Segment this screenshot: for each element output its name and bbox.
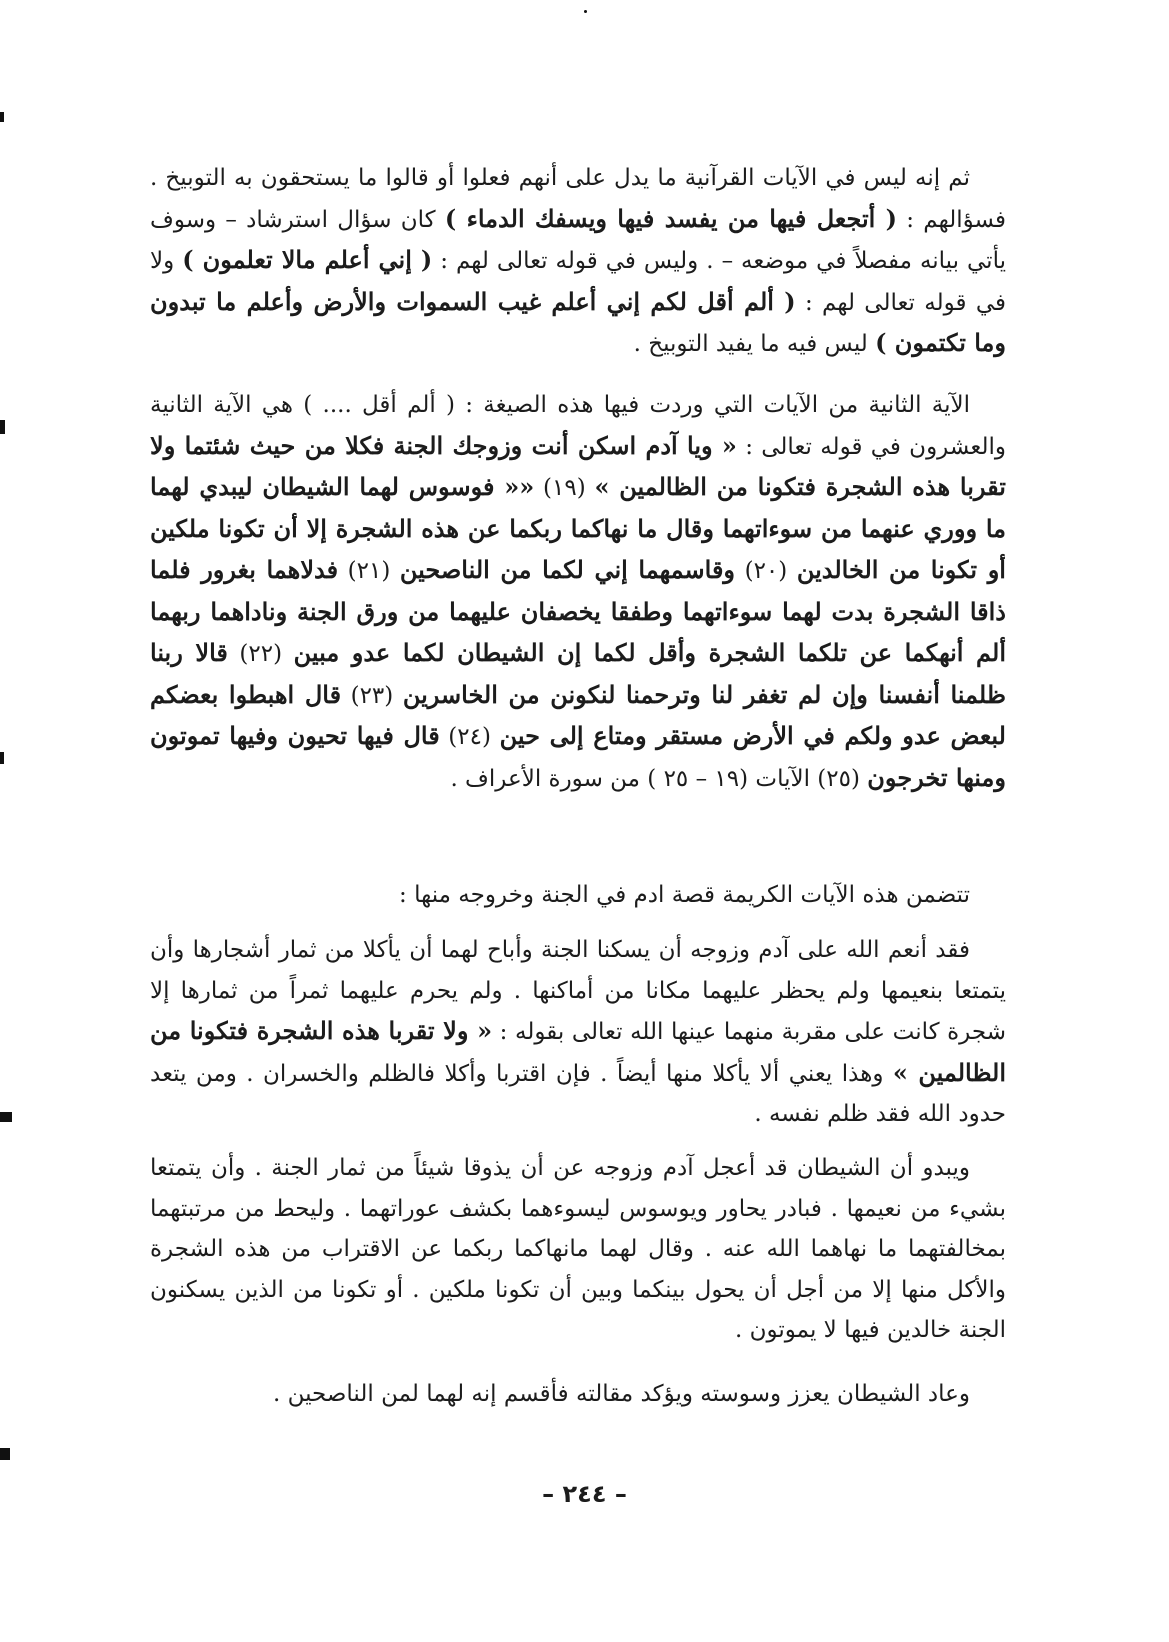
body-text: ليس فيه ما يفيد التوبيخ . (633, 331, 876, 357)
quran-verse-text: «« فوسوس لهما الشيطان ليبدي لهما ما ووري عنهما من سوءاتهما وقال ما نهاكما ربكما عن هذه الشجرة إلا أن تكونا ملكين أو تكونا من الخالدين (150, 472, 1006, 584)
body-text: (١٩) (534, 475, 595, 501)
body-text: ثم إنه ليس في الآيات القرآنية ما يدل على أنهم فعلوا أو قالوا ما يستحقون به التوبيخ . فسؤالهم : (150, 165, 1007, 233)
body-text: تتضمن هذه الآيات الكريمة قصة ادم في الجنة وخروجه منها : (399, 882, 970, 908)
body-text: (٢٠) (735, 558, 797, 584)
quran-verse-text: قال اهبطوا بعضكم لبعض عدو ولكم في الأرض مستقر ومتاع إلى حين (150, 679, 1006, 750)
paragraph (150, 875, 1006, 916)
quran-verse-text: ( إني أعلم مالا تعلمون ) (182, 245, 433, 274)
body-text: وعاد الشيطان يعزز وسوسته ويؤكد مقالته فأقسم إنه لهما لمن الناصحين . (272, 1381, 970, 1407)
body-text: الآية الثانية من الآيات التي وردت فيها هذه الصيغة : ( ألم أقل .... ) هي الآية الثانية والعشرون في قوله تعالى : (150, 392, 1006, 460)
body-text: فقد أنعم الله على آدم وزوجه أن يسكنا الجنة وأباح لهما أن يأكلا من ثمار أشجارها وأن يتمتعا بنعيمها ولم يحظر عليهما مكانا من أماكنها . ولم يحرم عليهما ثمراً من ثمارها إلا شجرة كانت على مقربة منهما عينها الله تعالى بقوله : (150, 937, 1006, 1045)
body-text: وهذا يعني ألا يأكلا منها أيضاً . فإن اقتربا وأكلا فالظلم والخسران . ومن يتعد حدود الله فقد ظلم نفسه . (150, 1060, 1006, 1127)
body-text: كان سؤال استرشاد – وسوف يأتي بيانه مفصلاً في موضعه – . وليس في قوله تعالى لهم : (150, 206, 1006, 274)
body-text: (٢١) (338, 558, 400, 584)
body-text: (٢٥) الآيات (١٩ – ٢٥ ) من سورة الأعراف . (450, 765, 868, 792)
quran-verse-text: وقاسمهما إني لكما من الناصحين (399, 555, 736, 584)
body-text: (٢٣) (341, 682, 403, 709)
quran-verse-text: « ويا آدم اسكن أنت وزوجك الجنة فكلا من حيث شئتما ولا تقربا هذه الشجرة فتكونا من الظالمين » (150, 430, 1006, 501)
quran-verse-text: قال فيها تحيون وفيها تموتون ومنها تخرجون (150, 721, 1006, 792)
paragraph (150, 158, 1006, 365)
body-text: (٢٤) (439, 724, 500, 750)
scan-edge-mark (0, 752, 4, 764)
paragraph (150, 1148, 1006, 1351)
quran-verse-text: ( أتجعل فيها من يفسد فيها ويسفك الدماء ) (444, 203, 897, 233)
scan-dust-mark (584, 10, 587, 13)
scan-edge-mark (0, 1448, 10, 1460)
scan-edge-mark (0, 420, 5, 434)
body-text: ولا في قوله تعالى لهم : (150, 248, 1006, 316)
page-number: – ٢٤٤ – (542, 1480, 627, 1508)
quran-verse-text: فدلاهما بغرور فلما ذاقا الشجرة بدت لهما سوءاتهما وطفقا يخصفان عليهما من ورق الجنة وناداهما ربهما ألم أنهكما عن تلكما الشجرة وأقل لكما إن الشيطان لكما عدو مبين (150, 555, 1006, 667)
paragraph (150, 930, 1006, 1135)
paragraph (150, 385, 1006, 799)
paragraph (150, 1374, 1006, 1415)
quran-verse-text: ( ألم أقل لكم إني أعلم غيب السموات والأرض وأعلم ما تبدون وما تكتمون ) (150, 286, 1006, 357)
body-text: ويبدو أن الشيطان قد أعجل آدم وزوجه عن أن يذوقا شيئاً من ثمار الجنة . وأن يتمتعا بشيء من نعيمها . فبادر يحاور ويوسوس ليسوءهما بكشف عوراتهما . وليحط من مرتبتهما بمخالفتهما ما نهاهما الله عنه . وقال لهما مانهاكما ربكما عن الاقتراب من هذه الشجرة والأكل منها إلا من أجل أن يحول بينكما وبين أن تكونا ملكين . أو تكونا من الذين يسكنون الجنة خالدين فيها لا يموتون . (150, 1155, 1006, 1343)
scan-edge-mark (0, 112, 4, 122)
quran-verse-text: قالا ربنا ظلمنا أنفسنا وإن لم تغفر لنا وترحمنا لنكونن من الخاسرين (150, 638, 1006, 709)
quran-verse-text: « ولا تقربا هذه الشجرة فتكونا من الظالمين » (150, 1016, 1006, 1087)
scan-edge-mark (0, 1112, 12, 1122)
body-text: (٢٢) (227, 641, 294, 667)
